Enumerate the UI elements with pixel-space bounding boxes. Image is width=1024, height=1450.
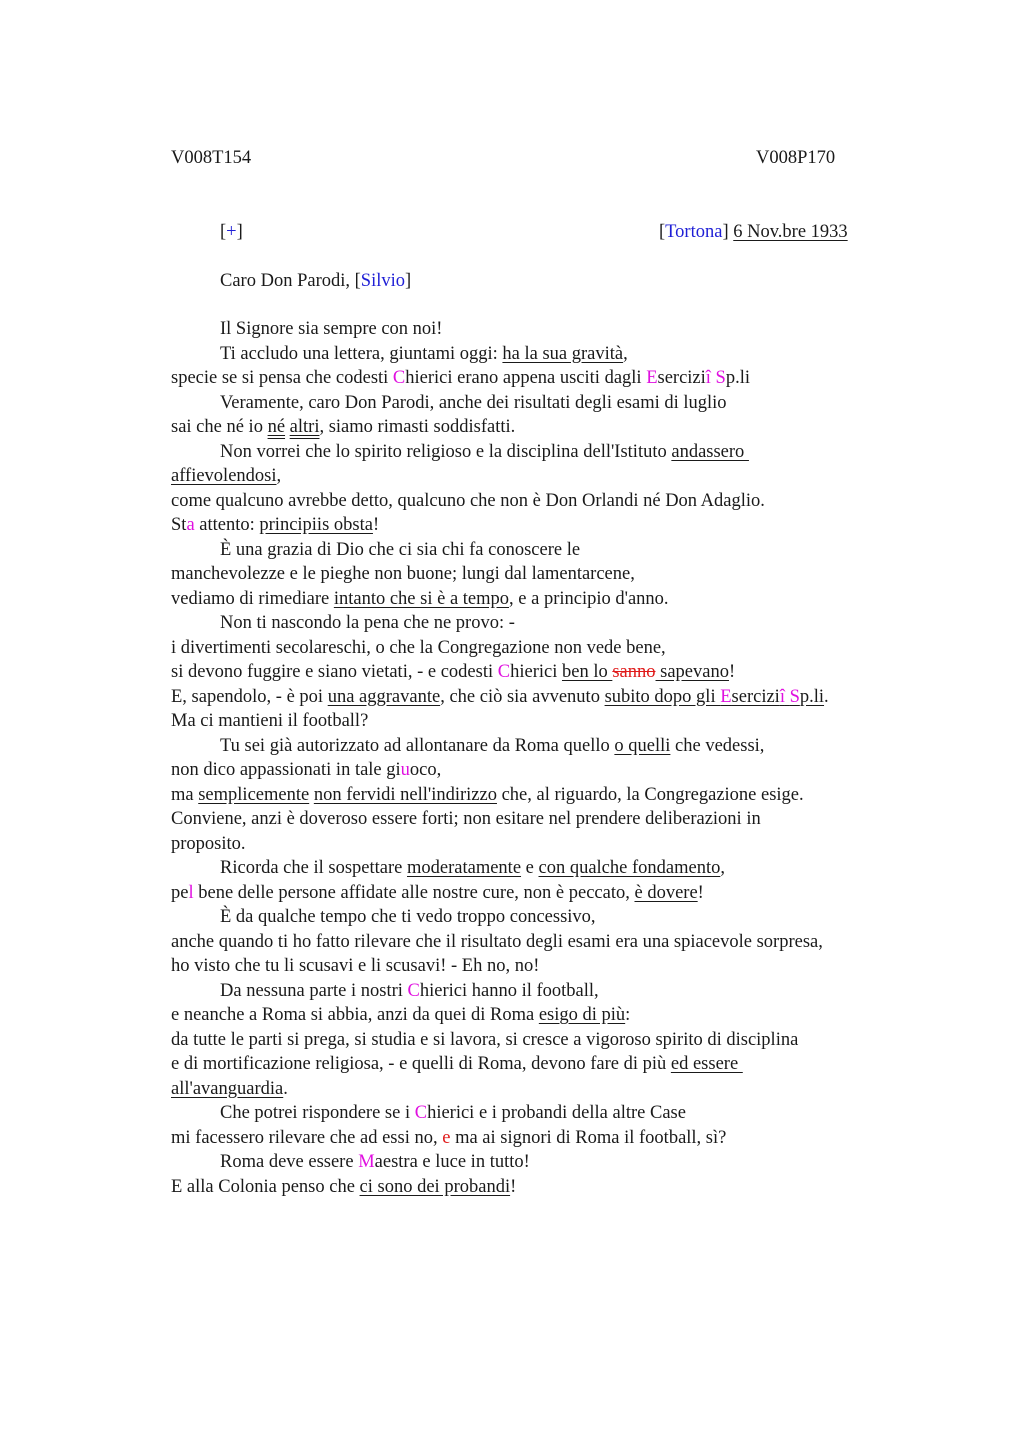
body-line: anche quando ti ho fatto rilevare che il risultato degli esami era una spiacevole sorpresa, xyxy=(171,931,823,952)
body-line: Non ti nascondo la pena che ne provo: - xyxy=(220,613,515,633)
body-line: Veramente, caro Don Parodi, anche dei risultati degli esami di luglio xyxy=(220,392,727,413)
body-line: manchevolezze e le pieghe non buone; lungi dal lamentarcene, xyxy=(171,564,635,584)
body-line: ho visto che tu li scusavi e li scusavi! - Eh no, no! xyxy=(171,956,540,976)
annotation-plus: [+] xyxy=(220,222,243,242)
body-line: Non vorrei che lo spirito religioso e la disciplina dell'Istituto andassero xyxy=(220,441,749,462)
body-line: come qualcuno avrebbe detto, qualcuno che non è Don Orlandi né Don Adaglio. xyxy=(171,490,765,511)
body-line: Conviene, anzi è doveroso essere forti; non esitare nel prendere deliberazioni in xyxy=(171,809,761,829)
body-line: specie se si pensa che codesti Chierici erano appena usciti dagli Eserciziî Sp.li xyxy=(171,368,750,388)
body-line: Ti accludo una lettera, giuntami oggi: ha la sua gravità, xyxy=(220,343,628,364)
body-line: affievolendosi, xyxy=(171,466,282,486)
body-line: Sta attento: principiis obsta! xyxy=(171,515,380,535)
letter-place-date: [Tortona] 6 Nov.bre 1933 xyxy=(659,222,848,242)
body-line: E, sapendolo, - è poi una aggravante, che ciò sia avvenuto subito dopo gli Eserciziî Sp.li. xyxy=(171,686,829,707)
body-line: ma semplicemente non fervidi nell'indirizzo che, al riguardo, la Congregazione esige. xyxy=(171,784,804,805)
body-line: È da qualche tempo che ti vedo troppo concessivo, xyxy=(220,907,596,927)
body-line: Roma deve essere Maestra e luce in tutto! xyxy=(220,1152,530,1172)
body-line: Ricorda che il sospettare moderatamente e con qualche fondamento, xyxy=(220,858,725,878)
document-code-right: V008P170 xyxy=(756,148,836,168)
place-link[interactable]: Tortona xyxy=(665,222,723,242)
body-line: e neanche a Roma si abbia, anzi da quei di Roma esigo di più: xyxy=(171,1005,631,1025)
body-line: mi facessero rilevare che ad essi no, e ma ai signori di Roma il football, sì? xyxy=(171,1127,727,1148)
body-line: Che potrei rispondere se i Chierici e i probandi della altre Case xyxy=(220,1103,686,1123)
body-line: da tutte le parti si prega, si studia e si lavora, si cresce a vigoroso spirito di disciplina xyxy=(171,1029,799,1050)
body-line: sai che né io né altri, siamo rimasti soddisfatti. xyxy=(171,417,516,437)
inserted-letter: e xyxy=(442,1127,451,1148)
body-line: Il Signore sia sempre con noi! xyxy=(220,319,443,339)
body-line: vediamo di rimediare intanto che si è a tempo, e a principio d'anno. xyxy=(171,588,669,609)
document-code-left: V008T154 xyxy=(171,148,252,168)
letter-body xyxy=(171,317,931,1199)
body-line: Da nessuna parte i nostri Chierici hanno il football, xyxy=(220,980,599,1001)
body-line: e di mortificazione religiosa, - e quelli di Roma, devono fare di più ed essere xyxy=(171,1054,743,1074)
plus-link[interactable]: + xyxy=(226,222,237,242)
letter-date: 6 Nov.bre 1933 xyxy=(733,222,848,242)
body-line: non dico appassionati in tale giuoco, xyxy=(171,760,442,780)
body-line: E alla Colonia penso che ci sono dei probandi! xyxy=(171,1176,517,1197)
body-line: È una grazia di Dio che ci sia chi fa conoscere le xyxy=(220,539,581,560)
salutation: Caro Don Parodi, [Silvio] xyxy=(220,271,412,291)
body-line: si devono fuggire e siano vietati, - e codesti Chierici ben lo sanno sapevano! xyxy=(171,662,736,682)
deleted-word: sanno xyxy=(612,662,656,682)
body-line: Tu sei già autorizzato ad allontanare da Roma quello o quelli che vedessi, xyxy=(220,735,765,756)
salutation-name-link[interactable]: Silvio xyxy=(360,271,406,291)
body-line: Ma ci mantieni il football? xyxy=(171,711,369,731)
body-line: pel bene delle persone affidate alle nostre cure, non è peccato, è dovere! xyxy=(171,882,704,903)
body-line: proposito. xyxy=(171,833,246,854)
body-line: all'avanguardia. xyxy=(171,1078,288,1099)
body-line: i divertimenti secolareschi, o che la Congregazione non vede bene, xyxy=(171,637,666,658)
